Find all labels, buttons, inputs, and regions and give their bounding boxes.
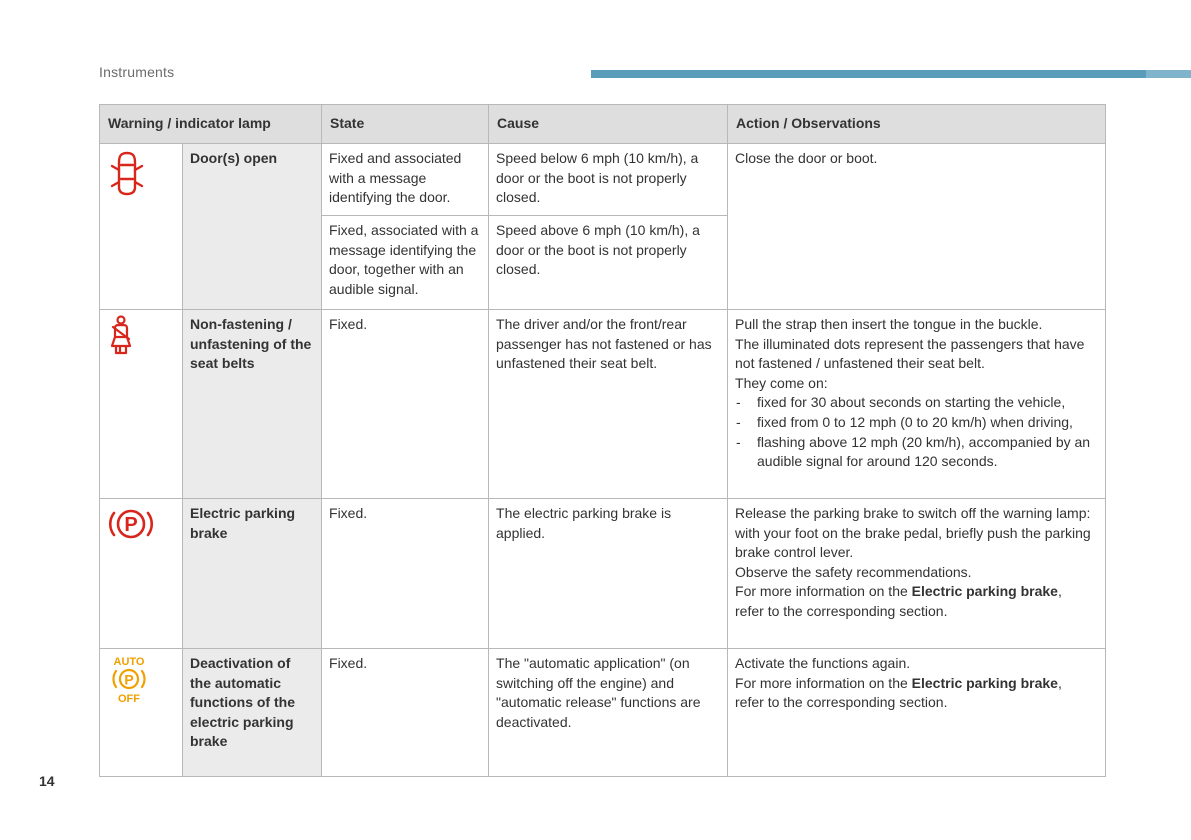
door-open-icon — [107, 149, 147, 203]
icon-cell — [100, 649, 183, 777]
header-accent-bar-end — [1146, 70, 1191, 78]
icon-cell — [100, 310, 183, 499]
lamp-name: Deactivation of the automatic functions of the electric parking brake — [183, 649, 322, 777]
cause-cell: Speed below 6 mph (10 km/h), a door or the boot is not properly closed. — [489, 144, 728, 216]
icon-cell — [100, 499, 183, 649]
icon-cell — [100, 144, 183, 310]
lamp-name: Electric parking brake — [183, 499, 322, 649]
action-cell — [728, 310, 1106, 499]
action-line — [735, 582, 1098, 602]
action-line: Observe the safety recommendations. — [735, 563, 972, 580]
header-state: State — [322, 105, 489, 144]
parking-brake-icon — [107, 504, 155, 550]
action-text: , — [1057, 674, 1062, 691]
state-cell: Fixed. — [322, 310, 489, 499]
cause-cell: The "automatic application" (on switching off the engine) and "automatic release" functions are deactivated. — [489, 649, 728, 777]
header-accent-bar — [591, 70, 1146, 78]
action-line: Activate the functions again. — [735, 655, 911, 671]
action-text: For more information on the — [735, 674, 912, 691]
action-text: , — [1057, 583, 1062, 600]
action-line: The illuminated dots represent the passengers that have not fastened / unfastened their seat belt. — [735, 335, 1085, 372]
auto-parking-letter: P — [124, 671, 134, 688]
action-cell: Close the door or boot. — [728, 144, 1106, 310]
cause-cell: Speed above 6 mph (10 km/h), a door or the boot is not properly closed. — [489, 216, 728, 310]
table-row — [100, 649, 1106, 777]
state-cell: Fixed, associated with a message identifying the door, together with an audible signal. — [322, 216, 489, 310]
auto-parking-off-icon — [107, 654, 151, 710]
action-line: refer to the corresponding section. — [735, 694, 948, 711]
list-item: - fixed for 30 about seconds on starting the vehicle, — [735, 393, 1098, 413]
state-cell: Fixed. — [322, 499, 489, 649]
cause-cell: The electric parking brake is applied. — [489, 499, 728, 649]
section-title: Instruments — [99, 64, 175, 80]
page-number: 14 — [39, 773, 55, 789]
table-row — [100, 144, 1106, 216]
action-line: They come on: — [735, 374, 828, 391]
auto-label: AUTO — [113, 656, 145, 668]
state-cell: Fixed. — [322, 649, 489, 777]
header-cause: Cause — [489, 105, 728, 144]
list-item: - fixed from 0 to 12 mph (0 to 20 km/h) when driving, — [735, 413, 1098, 433]
action-cell — [728, 649, 1106, 777]
table-row — [100, 499, 1106, 649]
seat-belt-icon — [107, 315, 135, 361]
state-cell: Fixed and associated with a message identifying the door. — [322, 144, 489, 216]
header-lamp: Warning / indicator lamp — [100, 105, 322, 144]
lamp-name: Non-fastening / unfastening of the seat belts — [183, 310, 322, 499]
off-label: OFF — [118, 693, 140, 704]
action-line: refer to the corresponding section. — [735, 602, 948, 619]
table-row — [100, 310, 1106, 499]
lamp-name: Door(s) open — [183, 144, 322, 310]
action-list — [735, 393, 1098, 471]
action-line — [735, 674, 1098, 694]
action-line: Release the parking brake to switch off the warning lamp: with your foot on the brake pedal, briefly push the parking brake control lever. — [735, 505, 1091, 561]
parking-brake-letter: P — [124, 514, 138, 536]
action-cell — [728, 499, 1106, 649]
warning-lamps-table — [99, 104, 1106, 777]
section-reference: Electric parking brake — [911, 674, 1058, 691]
action-text: For more information on the — [735, 583, 912, 600]
table-header-row — [100, 105, 1106, 144]
action-line: Pull the strap then insert the tongue in the buckle. — [735, 316, 1043, 332]
list-item: - flashing above 12 mph (20 km/h), accompanied by an audible signal for around 120 seconds. — [735, 433, 1098, 472]
cause-cell: The driver and/or the front/rear passenger has not fastened or has unfastened their seat belt. — [489, 310, 728, 499]
header-action: Action / Observations — [728, 105, 1106, 144]
section-reference: Electric parking brake — [911, 583, 1058, 600]
